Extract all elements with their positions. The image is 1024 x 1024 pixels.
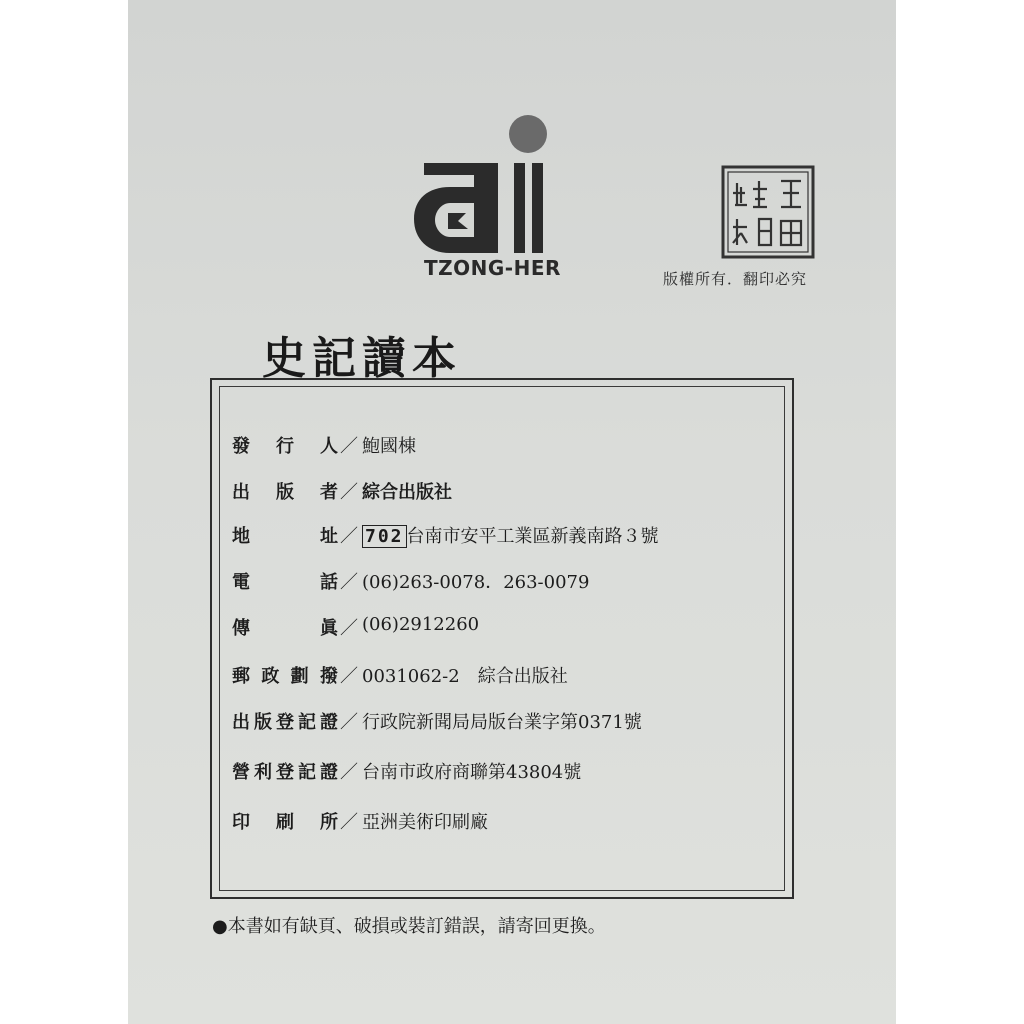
label-char: 郵 [232,666,250,687]
detail-label [232,662,338,688]
address-text: 台南市安平工業區新義南路３號 [406,526,659,547]
detail-value: (06)2912260 [362,614,480,635]
detail-separator: ／ [340,666,358,687]
detail-label [232,614,338,640]
label-char: 印 [232,812,250,833]
detail-value: 行政院新聞局局版台業字第0371號 [362,712,642,733]
label-char: 行 [276,436,294,457]
detail-value: (06)263-0078．263-0079 [362,572,590,593]
label-char: 電 [232,572,250,593]
detail-value: 鮑國棟 [362,436,416,457]
detail-row-printer [232,808,772,838]
detail-value: 0031062-2 綜合出版社 [362,666,568,687]
detail-value: 亞洲美術印刷廠 [362,812,488,833]
detail-row-issuer [232,432,772,462]
detail-separator: ／ [340,812,358,833]
detail-value: 台南市政府商聯第43804號 [362,762,582,783]
detail-row-fax [232,614,772,644]
label-char: 刷 [276,812,294,833]
detail-row-address [232,522,772,552]
detail-separator: ／ [340,572,358,593]
detail-label [232,708,338,734]
label-char: 版 [254,712,272,733]
detail-row-phone [232,568,772,598]
detail-value: 綜合出版社 [362,482,452,503]
detail-row-business-registration [232,758,772,788]
label-char: 證 [320,712,338,733]
label-char: 出 [232,482,250,503]
ai-monogram-logo [410,115,556,255]
label-char: 記 [298,762,316,783]
copyright-notice: 版權所有．翻印必究 [663,270,808,288]
label-char: 話 [320,572,338,593]
label-char: 登 [276,762,294,783]
brand-name: TZONG-HER [424,256,561,280]
label-char: 所 [320,812,338,833]
label-char: 地 [232,526,250,547]
label-char: 傳 [232,618,250,639]
label-char: 人 [320,436,338,457]
detail-separator: ／ [340,762,358,783]
label-char: 眞 [320,618,338,639]
label-char: 發 [232,436,250,457]
detail-separator: ／ [340,712,358,733]
label-char: 利 [254,762,272,783]
label-char: 營 [232,762,250,783]
detail-row-publication-registration [232,708,772,738]
detail-separator: ／ [340,436,358,457]
book-title: 史記讀本 [262,333,462,384]
label-char: 證 [320,762,338,783]
detail-label [232,522,338,548]
label-char: 者 [320,482,338,503]
detail-separator: ／ [340,618,358,639]
detail-label [232,568,338,594]
label-char: 記 [298,712,316,733]
detail-row-publisher [232,478,772,508]
detail-separator: ／ [340,482,358,503]
label-char: 撥 [319,666,338,687]
label-char: 版 [276,482,294,503]
detail-separator: ／ [340,526,358,547]
replacement-notice: ●本書如有缺頁、破損或裝訂錯誤，請寄回更換。 [212,916,606,937]
label-char: 址 [320,526,338,547]
label-char: 政 [261,666,280,687]
label-char: 劃 [290,666,309,687]
postcode-boxes: 702 [362,525,407,548]
label-char: 出 [232,712,250,733]
detail-label [232,478,338,504]
detail-label [232,808,338,834]
label-char: 登 [276,712,294,733]
detail-label [232,432,338,458]
detail-value-address [362,522,659,548]
publisher-seal-stamp [719,163,817,261]
detail-row-postal-transfer [232,662,772,692]
detail-label [232,758,338,784]
